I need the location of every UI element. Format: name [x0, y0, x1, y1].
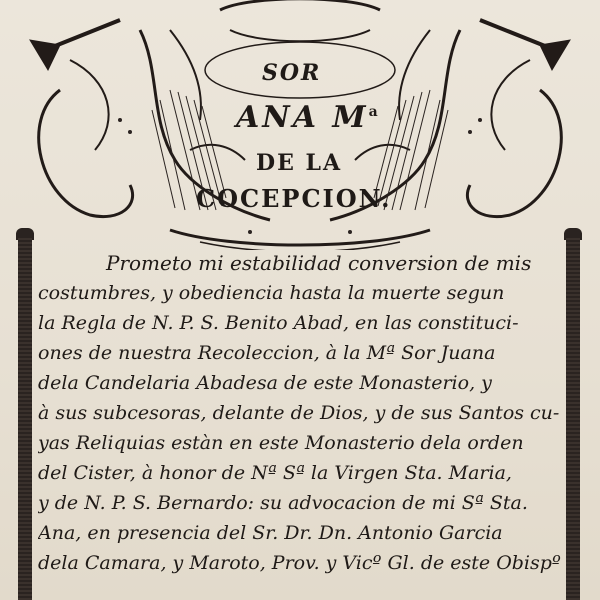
left-pillar — [18, 236, 32, 600]
vow-line: yas Reliquias estàn en este Monasterio dela orden — [38, 432, 524, 454]
vow-line: ones de nuestra Recoleccion, à la Mª Sor Juana — [38, 342, 496, 364]
vow-line: dela Camara, y Maroto, Prov. y Vicº Gl. de este Obispº — [38, 552, 561, 574]
title-cocepcion: COCEPCION. — [196, 184, 392, 213]
vow-line: y de N. P. S. Bernardo: su advocacion de mi Sª Sta. — [38, 492, 528, 514]
title-name-superscript: a — [368, 104, 381, 120]
vow-line: costumbres, y obediencia hasta la muerte segun — [38, 282, 505, 304]
vow-text — [38, 248, 566, 578]
vow-line: del Cister, à honor de Nª Sª la Virgen Sta. Maria, — [38, 462, 512, 484]
title-name-main: ANA M — [236, 100, 369, 135]
right-pillar — [566, 236, 580, 600]
vow-line: la Regla de N. P. S. Benito Abad, en las constituci- — [38, 312, 519, 334]
title-de-la: DE LA — [256, 150, 343, 176]
title-block — [0, 0, 600, 250]
vow-line: à sus subcesoras, delante de Dios, y de sus Santos cu- — [38, 402, 560, 424]
vow-line: dela Candelaria Abadesa de este Monasterio, y — [38, 372, 492, 394]
title-name — [236, 100, 381, 135]
title-sor: SOR — [262, 60, 322, 86]
vow-line: Prometo mi estabilidad conversion de mis — [106, 251, 532, 275]
vow-line: Ana, en presencia del Sr. Dr. Dn. Antonio Garcia — [38, 522, 503, 544]
